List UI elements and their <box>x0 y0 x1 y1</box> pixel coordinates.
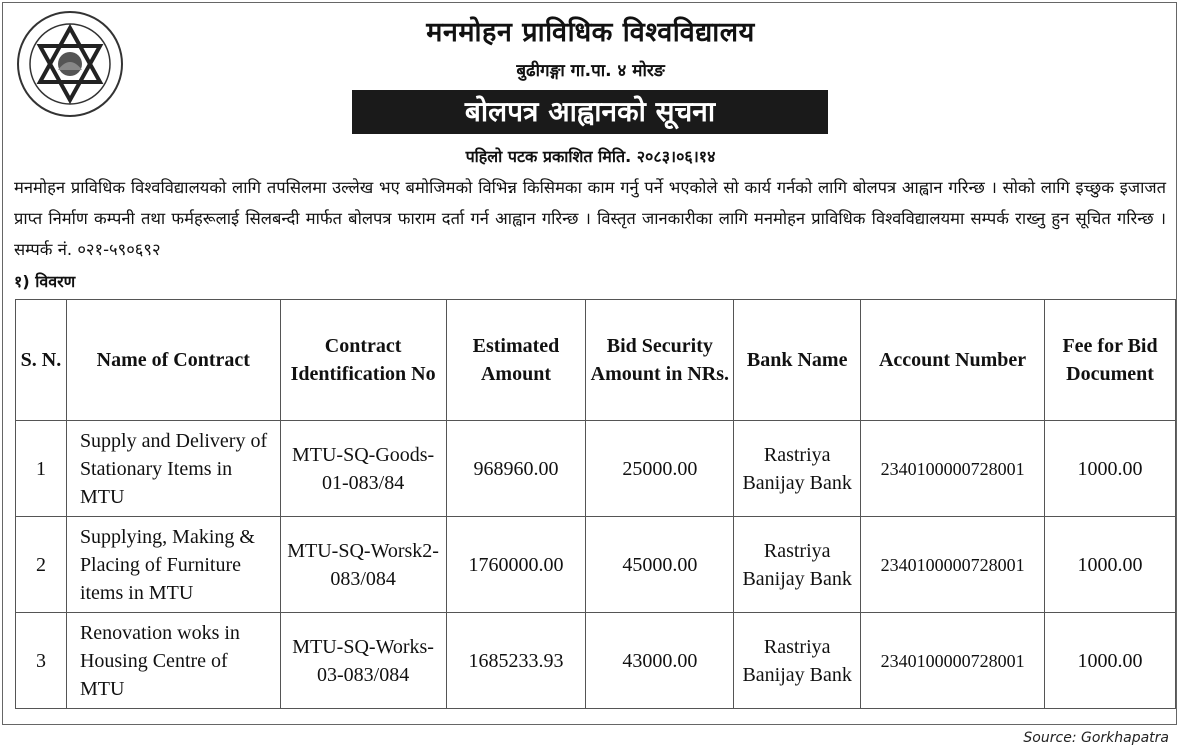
header-account-number: Account Number <box>861 300 1045 421</box>
cell-contract-name: Supplying, Making & Placing of Furniture items in MTU <box>66 517 280 613</box>
header-bank-name: Bank Name <box>734 300 861 421</box>
cell-sn: 3 <box>16 613 67 709</box>
source-credit: Source: Gorkhapatra <box>1023 730 1169 746</box>
university-title: मनमोहन प्राविधिक विश्वविद्यालय <box>426 17 755 48</box>
table-row <box>16 421 1176 517</box>
cell-contract-name: Supply and Delivery of Stationary Items in MTU <box>66 421 280 517</box>
cell-account-number: 2340100000728001 <box>861 517 1045 613</box>
cell-contract-name: Renovation woks in Housing Centre of MTU <box>66 613 280 709</box>
tender-table <box>15 299 1176 709</box>
cell-bank-name: Rastriya Banijay Bank <box>734 517 861 613</box>
cell-bid-security: 25000.00 <box>586 421 734 517</box>
cell-estimated-amount: 1760000.00 <box>446 517 586 613</box>
cell-sn: 2 <box>16 517 67 613</box>
header-contract-name: Name of Contract <box>66 300 280 421</box>
header-bid-security: Bid Security Amount in NRs. <box>586 300 734 421</box>
header-sn: S. N. <box>16 300 67 421</box>
notice-title-banner: बोलपत्र आह्वानको सूचना <box>352 90 828 134</box>
header-contract-id: Contract Identification No <box>280 300 446 421</box>
cell-account-number: 2340100000728001 <box>861 421 1045 517</box>
cell-bank-name: Rastriya Banijay Bank <box>734 613 861 709</box>
cell-bid-security: 45000.00 <box>586 517 734 613</box>
cell-bid-security: 43000.00 <box>586 613 734 709</box>
cell-estimated-amount: 968960.00 <box>446 421 586 517</box>
cell-contract-id: MTU-SQ-Works-03-083/084 <box>280 613 446 709</box>
section-label: १) विवरण <box>14 272 76 291</box>
cell-contract-id: MTU-SQ-Worsk2-083/084 <box>280 517 446 613</box>
table-row <box>16 613 1176 709</box>
cell-contract-id: MTU-SQ-Goods-01-083/84 <box>280 421 446 517</box>
header-fee: Fee for Bid Document <box>1045 300 1176 421</box>
table-row <box>16 517 1176 613</box>
cell-estimated-amount: 1685233.93 <box>446 613 586 709</box>
cell-bank-name: Rastriya Banijay Bank <box>734 421 861 517</box>
university-address: बुढीगङ्गा गा.पा. ४ मोरङ <box>516 61 665 81</box>
cell-account-number: 2340100000728001 <box>861 613 1045 709</box>
published-date: पहिलो पटक प्रकाशित मिति. २०८३।०६।१४ <box>465 147 716 166</box>
cell-fee: 1000.00 <box>1045 421 1176 517</box>
notice-paragraph: मनमोहन प्राविधिक विश्वविद्यालयको लागि तपसिलमा उल्लेख भए बमोजिमको विभिन्न किसिमका काम गर्नु पर्ने भएकोले सो कार्य गर्नको लागि बोलपत्र आह्वान गरिन्छ । सोको लागि इच्छुक इजाजत प्राप्त निर्माण कम्पनी तथा फर्महरूलाई सिलबन्दी मार्फत बोलपत्र फाराम दर्ता गर्न आह्वान गरिन्छ । विस्तृत जानकारीका लागि मनमोहन प्राविधिक विश्वविद्यालयमा सम्पर्क राख्नु हुन सूचित गरिन्छ । सम्पर्क नं. ०२१-५९०६९२ <box>14 178 1166 259</box>
cell-sn: 1 <box>16 421 67 517</box>
cell-fee: 1000.00 <box>1045 613 1176 709</box>
header-estimated-amount: Estimated Amount <box>446 300 586 421</box>
table-header-row <box>16 300 1176 421</box>
cell-fee: 1000.00 <box>1045 517 1176 613</box>
